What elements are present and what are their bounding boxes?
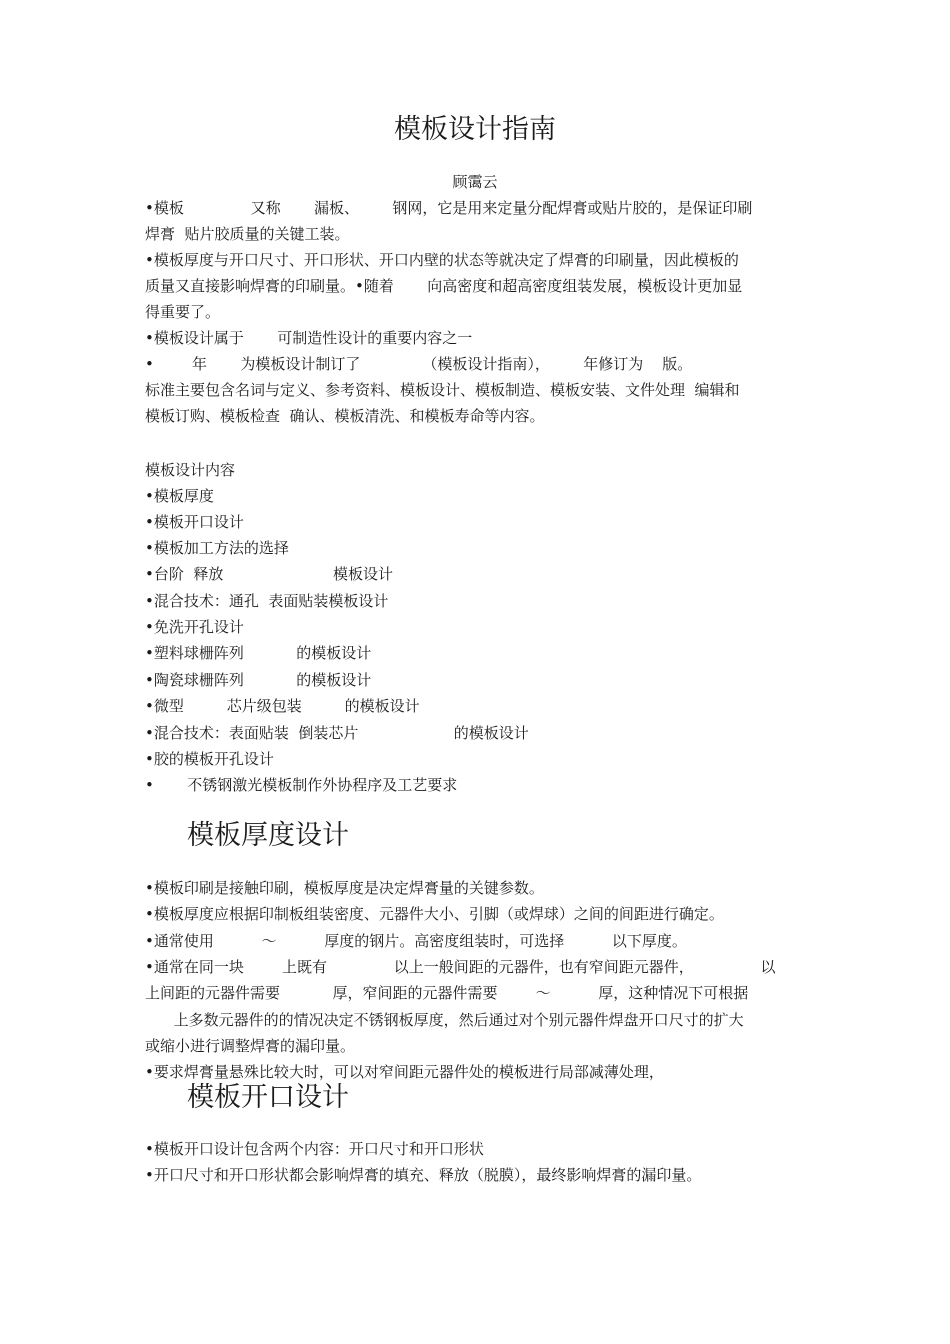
paragraph-line: •开口尺寸和开口形状都会影响焊膏的填充、释放（脱膜），最终影响焊膏的漏印量。 [145, 1166, 702, 1184]
paragraph-line: •要求焊膏量悬殊比较大时，可以对窄间距元器件处的模板进行局部减薄处理， [145, 1063, 664, 1081]
paragraph-line: 上多数元器件的的情况决定不锈钢板厚度，然后通过对个别元器件焊盘开口尺寸的扩大 [145, 1011, 744, 1029]
contents-item: •混合技术：表面贴装 倒装芯片 的模板设计 [145, 724, 529, 742]
contents-heading: 模板设计内容 [145, 461, 236, 479]
contents-item: •模板加工方法的选择 [145, 539, 289, 557]
author-name: 顾霭云 [452, 173, 498, 191]
intro-line: •模板 又称 漏板、 钢网，它是用来定量分配焊膏或贴片胶的，是保证印刷 [145, 199, 753, 217]
document-title: 模板设计指南 [394, 114, 556, 145]
paragraph-line: 上间距的元器件需要 厚，窄间距的元器件需要 ～ 厚，这种情况下可根据 [145, 984, 749, 1002]
paragraph-line: •通常使用 ～ 厚度的钢片。高密度组装时，可选择 以下厚度。 [145, 932, 687, 950]
intro-line: 焊膏 贴片胶质量的关键工装。 [145, 225, 350, 243]
paragraph-line: •通常在同一块 上既有 以上一般间距的元器件，也有窄间距元器件， 以 [145, 958, 776, 976]
contents-item: •胶的模板开孔设计 [145, 750, 274, 768]
contents-item: •微型 芯片级包装 的模板设计 [145, 697, 420, 715]
intro-line: 模板订购、模板检查 确认、模板清洗、和模板寿命等内容。 [145, 407, 545, 425]
intro-line: •模板厚度与开口尺寸、开口形状、开口内壁的状态等就决定了焊膏的印刷量，因此模板的 [145, 251, 739, 269]
section-heading-thickness: 模板厚度设计 [187, 820, 349, 851]
paragraph-line: •模板印刷是接触印刷，模板厚度是决定焊膏量的关键参数。 [145, 879, 544, 897]
contents-item: •模板厚度 [145, 487, 214, 505]
intro-line: • 年 为模板设计制订了 （模板设计指南）， 年修订为 版。 [145, 355, 693, 373]
paragraph-line: 或缩小进行调整焊膏的漏印量。 [145, 1037, 356, 1055]
contents-item: •混合技术：通孔 表面贴装模板设计 [145, 592, 389, 610]
intro-line: •模板设计属于 可制造性设计的重要内容之一 [145, 329, 473, 347]
contents-item: •陶瓷球栅阵列 的模板设计 [145, 671, 372, 689]
contents-item: •塑料球栅阵列 的模板设计 [145, 644, 372, 662]
paragraph-line: •模板厚度应根据印制板组装密度、元器件大小、引脚（或焊球）之间的间距进行确定。 [145, 905, 724, 923]
intro-line: 质量又直接影响焊膏的印刷量。•随着 向高密度和超高密度组装发展，模板设计更加显 [145, 277, 743, 295]
section-heading-aperture: 模板开口设计 [187, 1082, 349, 1113]
contents-item: •免洗开孔设计 [145, 618, 244, 636]
contents-item: •模板开口设计 [145, 513, 244, 531]
intro-line: 得重要了。 [145, 303, 221, 321]
contents-item: •台阶 释放 模板设计 [145, 565, 394, 583]
intro-line: 标准主要包含名词与定义、参考资料、模板设计、模板制造、模板安装、文件处理 编辑和 [145, 381, 740, 399]
paragraph-line: •模板开口设计包含两个内容：开口尺寸和开口形状 [145, 1140, 484, 1158]
contents-item: • 不锈钢激光模板制作外协程序及工艺要求 [145, 776, 458, 794]
